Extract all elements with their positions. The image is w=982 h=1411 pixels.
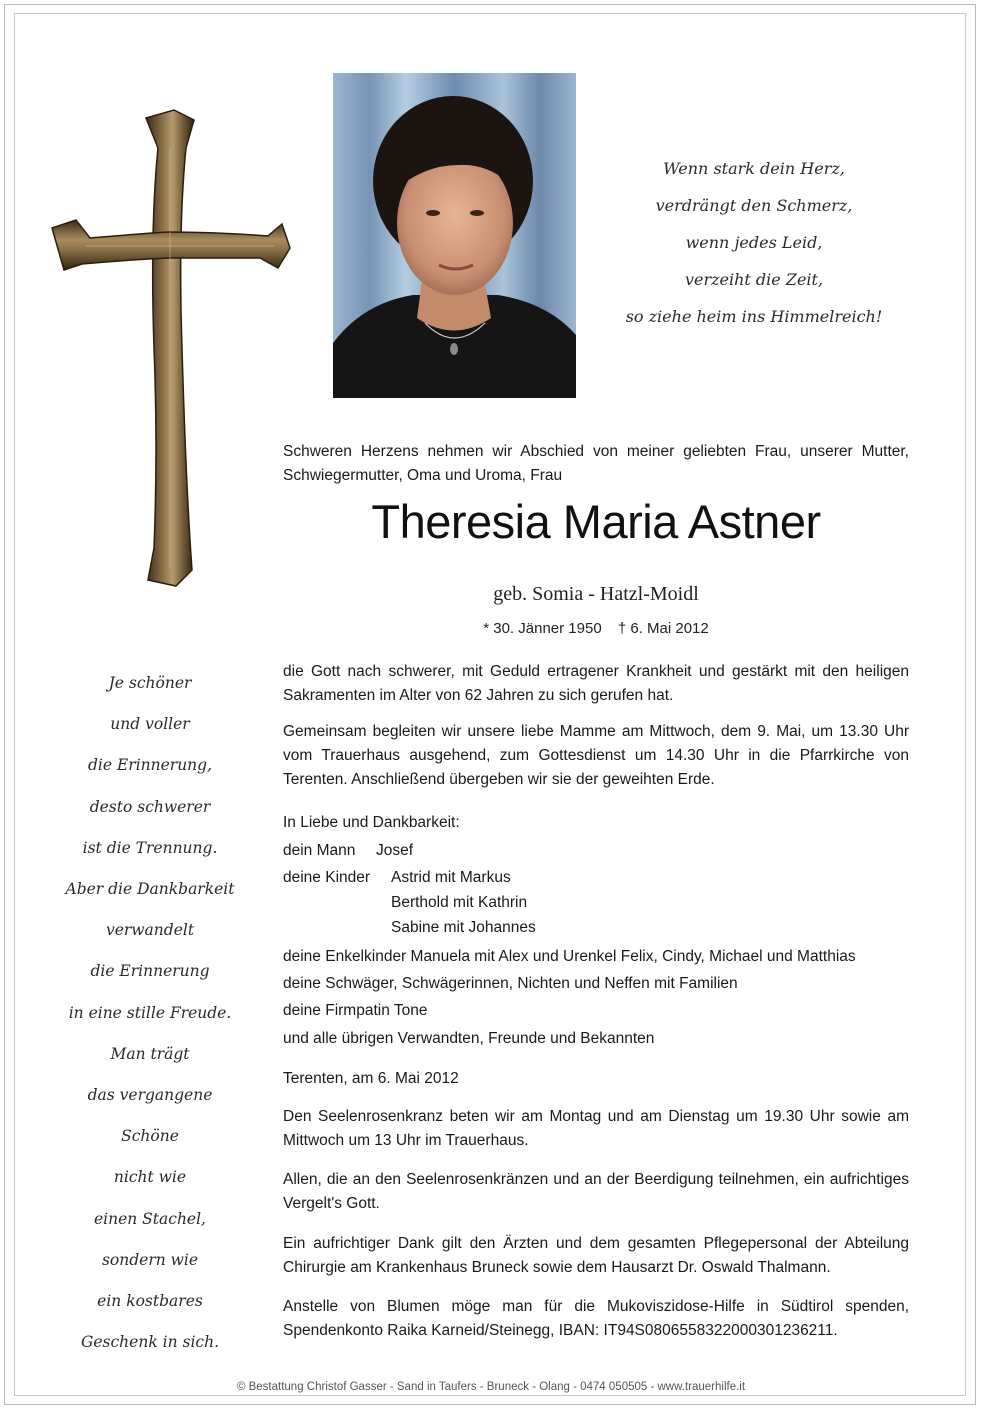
child-entry: Sabine mit Johannes — [391, 919, 536, 936]
children-label: deine Kinder — [283, 869, 371, 886]
side-poem — [40, 663, 260, 1363]
poem-line: verwandelt — [105, 921, 195, 940]
husband-row — [283, 839, 413, 863]
mourners-heading: In Liebe und Dankbarkeit: — [283, 814, 460, 831]
cross-icon — [46, 108, 292, 590]
poem-line: sondern wie — [101, 1250, 199, 1269]
birth-name: geb. Somia - Hatzl-Moidl — [493, 583, 699, 605]
poem-line: verdrängt den Schmerz, — [655, 196, 853, 215]
husband-name: Josef — [376, 842, 414, 859]
rosary-paragraph: Den Seelenrosenkranz beten wir am Montag und am Dienstag um 19.30 Uhr sowie am Mittwoch um 13 Uhr im Trauerhaus. — [283, 1108, 909, 1149]
grandchildren-line: deine Enkelkinder Manuela mit Alex und Urenkel Felix, Cindy, Michael und Matthias — [283, 948, 856, 965]
portrait-photo — [333, 73, 576, 398]
others-line: und alle übrigen Verwandten, Freunde und Bekannten — [283, 1030, 655, 1047]
passing-paragraph: die Gott nach schwerer, mit Geduld ertragener Krankheit und gestärkt mit den heiligen Sakramenten im Alter von 62 Jahren zu sich gerufen hat. — [283, 663, 909, 704]
poem-line: verzeiht die Zeit, — [684, 270, 824, 289]
poem-line: desto schwerer — [89, 797, 211, 816]
poem-line: das vergangene — [87, 1086, 213, 1105]
poem-line: ist die Trennung. — [82, 838, 218, 857]
poem-line: die Erinnerung — [90, 962, 210, 981]
poem-line: ein kostbares — [97, 1292, 203, 1311]
godchild-line: deine Firmpatin Tone — [283, 1002, 428, 1019]
husband-label: dein Mann — [283, 842, 356, 859]
poem-line: nicht wie — [113, 1168, 187, 1187]
poem-line: die Erinnerung, — [87, 756, 213, 775]
poem-line: in eine stille Freude. — [68, 1003, 232, 1022]
poem-line: einen Stachel, — [93, 1209, 206, 1228]
poem-line: Geschenk in sich. — [80, 1333, 220, 1352]
poem-line: so ziehe heim ins Himmelreich! — [625, 307, 883, 326]
thanks-paragraph: Allen, die an den Seelenrosenkränzen und an der Beerdigung teilnehmen, ein aufrichtiges Vergelt's Gott. — [283, 1171, 909, 1212]
poem-line: und voller — [110, 715, 190, 734]
birth-date: * 30. Jänner 1950 — [483, 620, 602, 637]
life-dates — [283, 620, 909, 637]
inlaws-line: deine Schwäger, Schwägerinnen, Nichten und Neffen mit Familien — [283, 975, 738, 992]
poem-line: wenn jedes Leid, — [685, 233, 823, 252]
footer-credit: © Bestattung Christof Gasser - Sand in Taufers - Bruneck - Olang - 0474 050505 - www.trauerhilfe.it — [236, 1381, 746, 1393]
top-poem — [604, 150, 904, 335]
doctors-thanks-paragraph: Ein aufrichtiger Dank gilt den Ärzten und dem gesamten Pflegepersonal der Abteilung Chirurgie am Krankenhaus Bruneck sowie dem Hausarzt Dr. Oswald Thalmann. — [283, 1235, 909, 1276]
poem-line: Man trägt — [110, 1044, 190, 1063]
poem-line: Schöne — [121, 1127, 179, 1146]
donation-paragraph: Anstelle von Blumen möge man für die Mukoviszidose-Hilfe in Südtirol spenden, Spendenkonto Raika Karneid/Steinegg, IBAN: IT94S0806558322000301236211. — [283, 1298, 909, 1339]
poem-line: Je schöner — [108, 674, 192, 692]
deceased-name: Theresia Maria Astner — [371, 495, 821, 548]
place-date: Terenten, am 6. Mai 2012 — [283, 1070, 459, 1087]
death-date: † 6. Mai 2012 — [617, 620, 709, 637]
poem-line: Wenn stark dein Herz, — [663, 159, 845, 178]
funeral-paragraph: Gemeinsam begleiten wir unsere liebe Mamme am Mittwoch, dem 9. Mai, um 13.30 Uhr vom Trauerhaus ausgehend, zum Gottesdienst um 14.30 Uhr in die Pfarrkirche von Terenten. Anschließend übergeben wir sie der geweihten Erde. — [283, 723, 909, 788]
child-entry: Astrid mit Markus — [391, 869, 511, 886]
child-entry: Berthold mit Kathrin — [391, 894, 528, 911]
intro-text: Schweren Herzens nehmen wir Abschied von meiner geliebten Frau, unserer Mutter, Schwiegermutter, Oma und Uroma, Frau — [283, 443, 909, 484]
poem-line: Aber die Dankbarkeit — [65, 880, 235, 899]
